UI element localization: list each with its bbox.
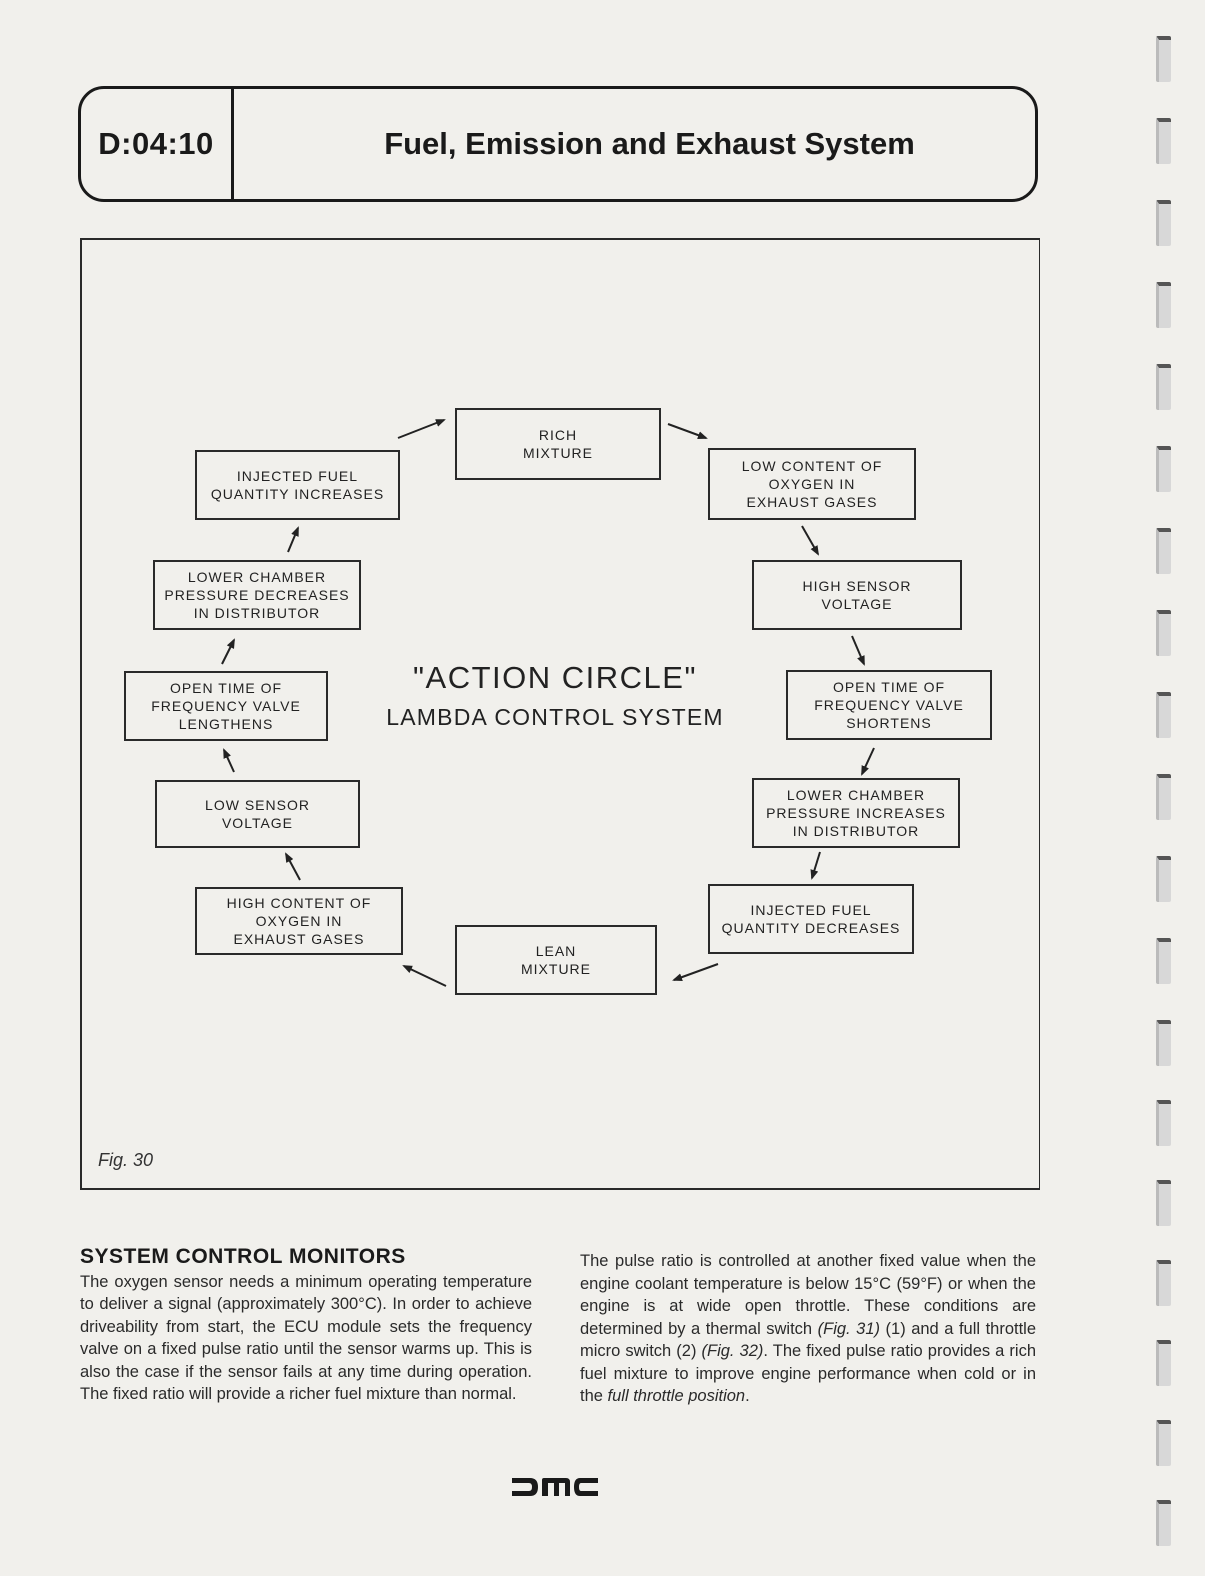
binder-tab	[1156, 446, 1171, 492]
binder-tab	[1156, 856, 1171, 902]
binder-tab	[1156, 1260, 1171, 1306]
binder-tab	[1156, 36, 1171, 82]
fig-ref-32: (Fig. 32)	[701, 1342, 764, 1360]
step-pressure-decreases: LOWER CHAMBER PRESSURE DECREASES IN DISTRIBUTOR	[153, 560, 361, 630]
emphasis-text: full throttle position	[607, 1387, 746, 1405]
step-lean-mixture: LEAN MIXTURE	[455, 925, 657, 995]
left-column	[80, 1246, 532, 1406]
arrow-7	[674, 964, 718, 980]
arrow-10	[224, 750, 234, 772]
step-open-time-shortens: OPEN TIME OF FREQUENCY VALVE SHORTENS	[786, 670, 992, 740]
step-open-time-lengthens: OPEN TIME OF FREQUENCY VALVE LENGTHENS	[124, 671, 328, 741]
step-low-oxygen: LOW CONTENT OF OXYGEN IN EXHAUST GASES	[708, 448, 916, 520]
arrow-2	[668, 424, 706, 438]
arrow-11	[222, 640, 234, 664]
binder-tab	[1156, 1020, 1171, 1066]
binder-tab	[1156, 282, 1171, 328]
binder-tab	[1156, 200, 1171, 246]
step-fuel-increases: INJECTED FUEL QUANTITY INCREASES	[195, 450, 400, 520]
left-paragraph: The oxygen sensor needs a minimum operating temperature to deliver a signal (approximately 300°C). In order to achieve driveability from start, the ECU module sets the frequency valve on a fixed pulse ratio until the sensor warms up. This is also the case if the sensor fails at any time during operation. The fixed ratio will provide a richer fuel mixture than normal.	[80, 1272, 532, 1403]
binder-tab	[1156, 118, 1171, 164]
right-column	[580, 1250, 1036, 1408]
right-paragraph	[580, 1250, 1036, 1408]
figure-label: Fig. 30	[98, 1150, 154, 1170]
arrow-1	[398, 420, 444, 438]
right-text-3: . The fixed pulse ratio provides a rich fuel mixture to improve engine performance when cold or in the	[580, 1342, 1037, 1405]
step-fuel-decreases: INJECTED FUEL QUANTITY DECREASES	[708, 884, 914, 954]
arrow-8	[404, 966, 446, 986]
right-text-4: .	[745, 1387, 750, 1405]
section-heading: SYSTEM CONTROL MONITORS	[80, 1245, 406, 1268]
section-title: Fuel, Emission and Exhaust System	[384, 126, 915, 161]
binder-tab	[1156, 528, 1171, 574]
dmc-logo	[510, 1474, 600, 1500]
step-low-sensor-voltage: LOW SENSOR VOLTAGE	[155, 780, 360, 848]
binder-tab	[1156, 1340, 1171, 1386]
binder-tab	[1156, 610, 1171, 656]
arrow-12	[288, 528, 298, 552]
binder-tab	[1156, 774, 1171, 820]
step-rich-mixture: RICH MIXTURE	[455, 408, 661, 480]
arrow-5	[862, 748, 874, 774]
arrow-6	[812, 852, 820, 878]
diagram-title: "ACTION CIRCLE"	[413, 660, 697, 695]
arrow-9	[286, 854, 300, 880]
fig-ref-31: (Fig. 31)	[817, 1319, 880, 1338]
arrow-3	[802, 526, 818, 554]
arrow-4	[852, 636, 864, 664]
diagram-subtitle: LAMBDA CONTROL SYSTEM	[386, 704, 724, 730]
binder-tab	[1156, 938, 1171, 984]
step-high-sensor-voltage: HIGH SENSOR VOLTAGE	[752, 560, 962, 630]
binder-tab	[1156, 692, 1171, 738]
right-text-1: The pulse ratio is controlled at another fixed value when the engine coolant temperature is below 15°C (59°F) or when the engine is at wide open throttle. These conditions are determined by a thermal switch	[580, 1252, 1036, 1338]
binder-tab	[1156, 1420, 1171, 1466]
binder-tab	[1156, 364, 1171, 410]
binder-tab	[1156, 1100, 1171, 1146]
right-text-2: (1) and a full throttle micro switch (2)	[580, 1319, 1037, 1360]
section-code: D:04:10	[98, 126, 214, 161]
step-high-oxygen: HIGH CONTENT OF OXYGEN IN EXHAUST GASES	[195, 887, 403, 955]
step-pressure-increases: LOWER CHAMBER PRESSURE INCREASES IN DISTRIBUTOR	[752, 778, 960, 848]
binder-tab	[1156, 1180, 1171, 1226]
binder-tab	[1156, 1500, 1171, 1546]
